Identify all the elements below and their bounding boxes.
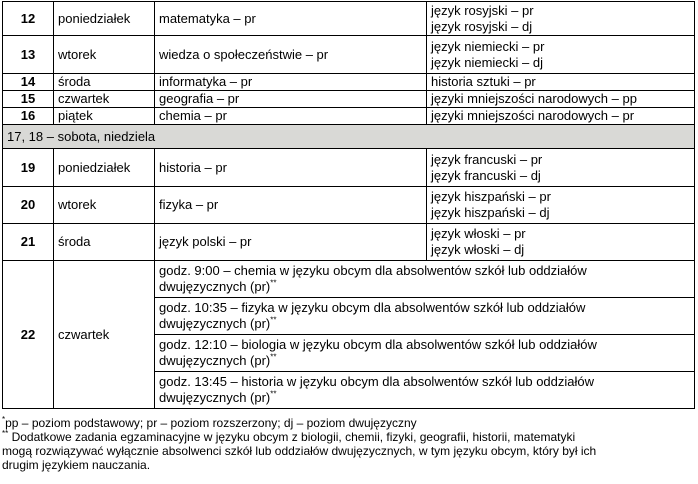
language-exam: język rosyjski – pr [431, 2, 534, 18]
subject: matematyka – pr [155, 2, 427, 36]
weekday: poniedziałek [54, 149, 155, 187]
table-row [3, 91, 695, 108]
session-text-cont [159, 279, 690, 295]
footnotes [2, 416, 694, 472]
bilingual-exam-session [155, 335, 695, 372]
weekday: wtorek [54, 36, 155, 74]
weekday: wtorek [54, 187, 155, 224]
subject: historia – pr [155, 149, 427, 187]
session-text: godz. 12:10 – biologia w języku obcym dla absolwentów szkół lub oddziałów [159, 337, 597, 352]
weekday: czwartek [54, 261, 155, 409]
day-number: 21 [3, 224, 54, 261]
language-exam: język włoski – dj [431, 242, 525, 257]
footnote-2-cont: mogą rozwiązywać wyłącznie absolwenci szkół lub oddziałów dwujęzycznych, w tym języku obcym, który był ich [2, 444, 597, 458]
exam-schedule-table [2, 1, 695, 409]
day-number: 15 [3, 91, 54, 108]
session-text: godz. 9:00 – chemia w języku obcym dla absolwentów szkół lub oddziałów [159, 263, 587, 278]
footnote-text: Dodatkowe zadania egzaminacyjne w języku obcym z biologii, chemii, fizyki, geografii, historii, matematyki [11, 430, 576, 444]
day-number: 13 [3, 36, 54, 74]
day-number: 14 [3, 74, 54, 91]
languages-cell [427, 224, 695, 261]
subject: chemia – pr [155, 108, 427, 125]
footnote-mark: ** [270, 315, 277, 325]
language-exam: język włoski – pr [431, 226, 526, 241]
subject: geografia – pr [155, 91, 427, 108]
table-row [3, 261, 695, 298]
weekend-row [3, 125, 695, 149]
weekday: poniedziałek [54, 2, 155, 36]
subject: informatyka – pr [155, 74, 427, 91]
footnote-mark: ** [2, 429, 9, 438]
footnote-mark: ** [270, 278, 277, 288]
day-number: 19 [3, 149, 54, 187]
session-text: godz. 10:35 – fizyka w języku obcym dla absolwentów szkół lub oddziałów [159, 300, 586, 315]
table-row [3, 74, 695, 91]
weekday: środa [54, 224, 155, 261]
language-exam: język niemiecki – pr [431, 38, 545, 54]
session-text-cont [159, 390, 690, 406]
table-row [3, 149, 695, 187]
footnote-mark: ** [270, 352, 277, 362]
day-number: 20 [3, 187, 54, 224]
bilingual-exam-session [155, 372, 695, 409]
weekday: środa [54, 74, 155, 91]
session-level: dwujęzycznych (pr) [159, 353, 271, 368]
session-level: dwujęzycznych (pr) [159, 390, 271, 405]
languages-cell [427, 36, 695, 74]
footnote-mark: ** [270, 389, 277, 399]
language-exam: język francuski – dj [431, 167, 541, 183]
language-exam: języki mniejszości narodowych – pr [427, 108, 695, 125]
language-exam: język niemiecki – dj [431, 54, 543, 70]
language-exam: język francuski – pr [431, 151, 543, 167]
table-row [3, 187, 695, 224]
language-exam: historia sztuki – pr [427, 74, 695, 91]
table-row [3, 108, 695, 125]
day-number: 12 [3, 2, 54, 36]
day-number: 22 [3, 261, 54, 409]
language-exam: język hiszpański – dj [431, 205, 550, 220]
table-row [3, 36, 695, 74]
bilingual-exam-session [155, 261, 695, 298]
table-row [3, 2, 695, 36]
footnote-2 [2, 430, 694, 444]
subject: język polski – pr [155, 224, 427, 261]
weekday: czwartek [54, 91, 155, 108]
session-text-cont [159, 316, 690, 332]
subject: fizyka – pr [155, 187, 427, 224]
bilingual-exam-session [155, 298, 695, 335]
footnote-mark: * [2, 415, 6, 424]
weekday: piątek [54, 108, 155, 125]
languages-cell [427, 149, 695, 187]
footnote-text: pp – poziom podstawowy; pr – poziom rozszerzony; dj – poziom dwujęzyczny [5, 416, 417, 430]
language-exam: język rosyjski – dj [431, 18, 533, 34]
subject: wiedza o społeczeństwie – pr [155, 36, 427, 74]
session-level: dwujęzycznych (pr) [159, 279, 271, 294]
languages-cell [427, 2, 695, 36]
weekend-label: 17, 18 – sobota, niedziela [3, 125, 695, 149]
session-level: dwujęzycznych (pr) [159, 316, 271, 331]
day-number: 16 [3, 108, 54, 125]
language-exam: język hiszpański – pr [431, 189, 551, 204]
session-text-cont [159, 353, 690, 369]
footnote-2-cont: drugim językiem nauczania. [2, 458, 151, 472]
footnote-1 [2, 416, 694, 430]
table-row [3, 224, 695, 261]
language-exam: języki mniejszości narodowych – pp [427, 91, 695, 108]
session-text: godz. 13:45 – historia w języku obcym dla absolwentów szkół lub oddziałów [159, 374, 595, 389]
languages-cell [427, 187, 695, 224]
